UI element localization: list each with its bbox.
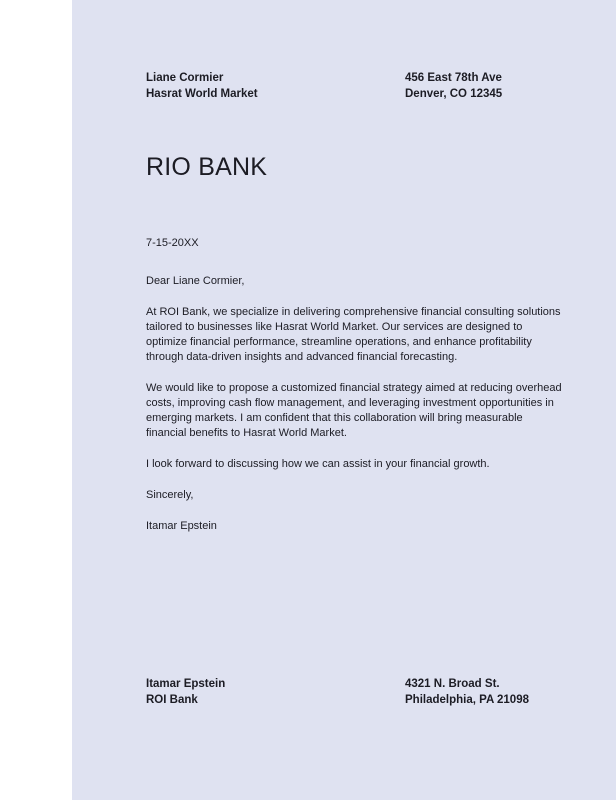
greeting: Dear Liane Cormier, xyxy=(146,275,245,287)
footer-address-line2: Philadelphia, PA 21098 xyxy=(405,694,529,706)
footer-sender xyxy=(146,676,225,708)
sender-company: Hasrat World Market xyxy=(146,88,258,100)
signature: Itamar Epstein xyxy=(146,520,217,532)
sender-address xyxy=(405,70,502,102)
letter-title: RIO BANK xyxy=(146,153,268,181)
letter-body xyxy=(146,274,566,550)
sender-address-line2: Denver, CO 12345 xyxy=(405,88,503,100)
closing: Sincerely, xyxy=(146,489,194,501)
letter-page xyxy=(72,0,616,800)
footer-address xyxy=(405,676,529,708)
letter-date: 7-15-20XX xyxy=(146,237,199,249)
paragraph: I look forward to discussing how we can assist in your financial growth. xyxy=(146,458,490,470)
sender-block xyxy=(146,70,258,102)
sender-address-line1: 456 East 78th Ave xyxy=(405,72,502,84)
footer-company: ROI Bank xyxy=(146,694,198,706)
footer-address-line1: 4321 N. Broad St. xyxy=(405,678,500,690)
paragraph: We would like to propose a customized financial strategy aimed at reducing overhead costs, improving cash flow management, and leveraging investment opportunities in emerging markets. I am confident that this collaboration will bring measurable financial benefits to Hasrat World Market. xyxy=(146,382,562,439)
sender-name: Liane Cormier xyxy=(146,72,224,84)
paragraph: At ROI Bank, we specialize in delivering comprehensive financial consulting solutions tailored to businesses like Hasrat World Market. Our services are designed to optimize financial performance, streamline operations, and enhance profitability through data-driven insights and advanced financial forecasting. xyxy=(146,306,561,363)
footer-name: Itamar Epstein xyxy=(146,678,226,690)
